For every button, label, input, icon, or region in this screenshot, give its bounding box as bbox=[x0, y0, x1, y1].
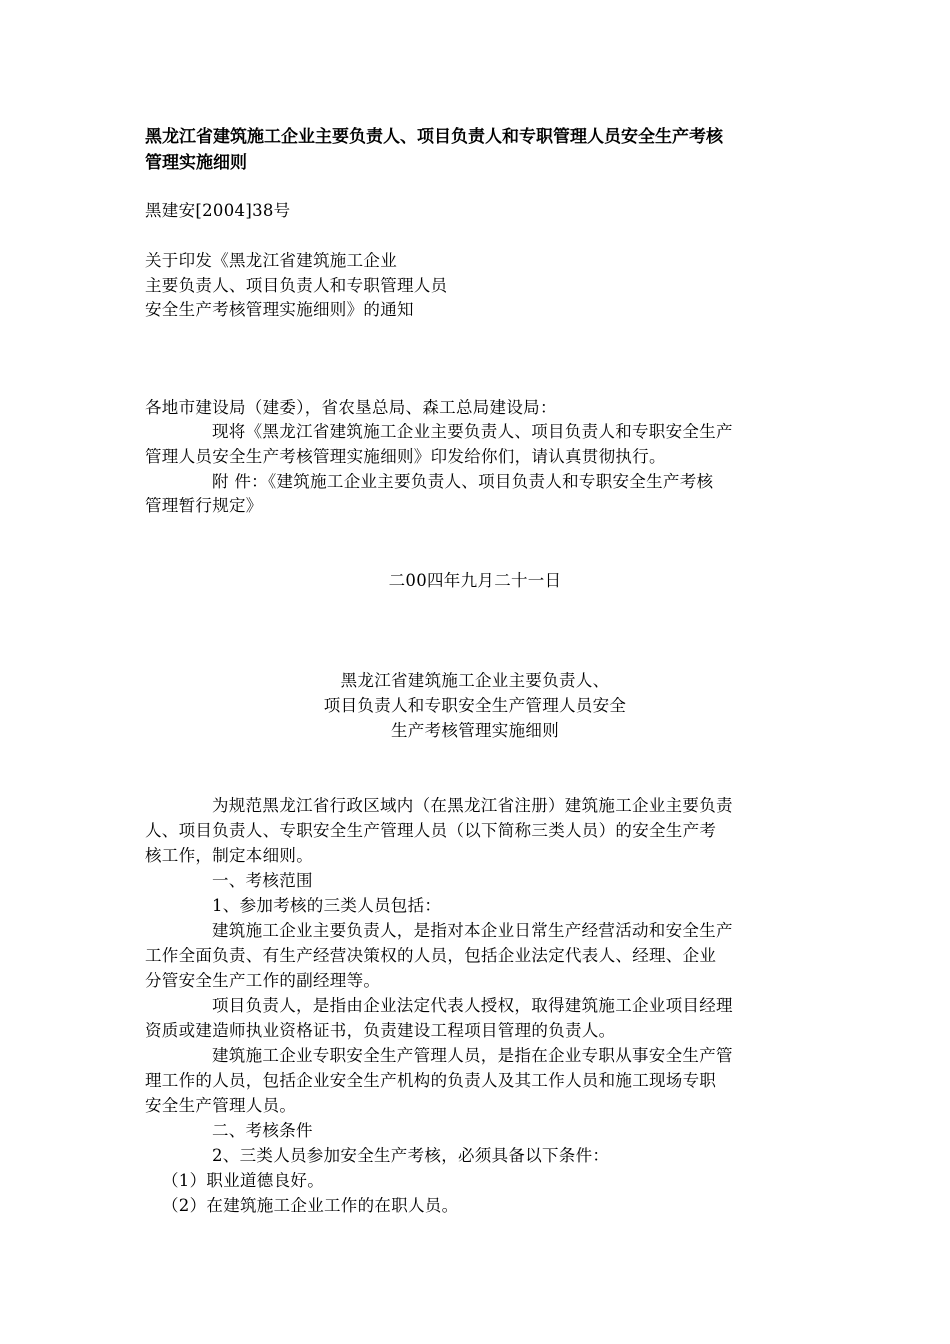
subtitle-line-3: 生产考核管理实施细则 bbox=[391, 721, 559, 740]
rules-paragraph-line: 建筑施工企业主要负责人，是指对本企业日常生产经营活动和安全生产 bbox=[212, 921, 733, 940]
body-paragraph-line: 管理人员安全生产考核管理实施细则》印发给你们，请认真贯彻执行。 bbox=[145, 447, 666, 466]
rules-paragraph-line: 建筑施工企业专职安全生产管理人员，是指在企业专职从事安全生产管 bbox=[212, 1046, 733, 1065]
document-date: 二00四年九月二十一日 bbox=[388, 571, 562, 590]
notice-title-line-1: 关于印发《黑龙江省建筑施工企业 bbox=[145, 251, 397, 270]
document-heading-line-1: 黑龙江省建筑施工企业主要负责人、项目负责人和专职管理人员安全生产考核 bbox=[145, 127, 723, 147]
rules-paragraph-line: 安全生产管理人员。 bbox=[145, 1096, 297, 1115]
body-paragraph-line: 现将《黑龙江省建筑施工企业主要负责人、项目负责人和专职安全生产 bbox=[212, 422, 733, 441]
notice-title-line-2: 主要负责人、项目负责人和专职管理人员 bbox=[145, 276, 448, 295]
subtitle-line-1: 黑龙江省建筑施工企业主要负责人、 bbox=[340, 671, 610, 690]
document-number: 黑建安[2004]38号 bbox=[145, 201, 291, 220]
rules-paragraph-line: 分管安全生产工作的副经理等。 bbox=[145, 971, 381, 990]
section-heading: 二、考核条件 bbox=[212, 1121, 313, 1140]
rules-paragraph-line: 核工作，制定本细则。 bbox=[145, 846, 313, 865]
addressee: 各地市建设局（建委），省农垦总局、森工总局建设局： bbox=[145, 398, 557, 417]
rules-paragraph-line: 项目负责人，是指由企业法定代表人授权，取得建筑施工企业项目经理 bbox=[212, 996, 733, 1015]
rules-paragraph-line: 工作全面负责、有生产经营决策权的人员，包括企业法定代表人、经理、企业 bbox=[145, 946, 717, 965]
attachment-line: 附 件：《建筑施工企业主要负责人、项目负责人和专职安全生产考核 bbox=[212, 472, 714, 491]
rules-paragraph-line: 资质或建造师执业资格证书，负责建设工程项目管理的负责人。 bbox=[145, 1021, 616, 1040]
rules-paragraph-line: 理工作的人员，包括企业安全生产机构的负责人及其工作人员和施工现场专职 bbox=[145, 1071, 717, 1090]
rules-paragraph-line: 1、参加考核的三类人员包括： bbox=[212, 896, 442, 915]
section-heading: 一、考核范围 bbox=[212, 871, 313, 890]
rules-paragraph-line: 人、项目负责人、专职安全生产管理人员（以下简称三类人员）的安全生产考 bbox=[145, 821, 717, 840]
document-heading-line-2: 管理实施细则 bbox=[145, 153, 247, 173]
subtitle-line-2: 项目负责人和专职安全生产管理人员安全 bbox=[323, 696, 627, 715]
rules-paragraph-line: 2、三类人员参加安全生产考核，必须具备以下条件： bbox=[212, 1146, 610, 1165]
rules-paragraph-line: 为规范黑龙江省行政区域内（在黑龙江省注册）建筑施工企业主要负责 bbox=[212, 796, 733, 815]
notice-title-line-3: 安全生产考核管理实施细则》的通知 bbox=[145, 300, 414, 319]
attachment-line: 管理暂行规定》 bbox=[145, 496, 263, 515]
condition-item: （1）职业道德良好。 bbox=[162, 1171, 324, 1190]
condition-item: （2）在建筑施工企业工作的在职人员。 bbox=[162, 1196, 459, 1215]
